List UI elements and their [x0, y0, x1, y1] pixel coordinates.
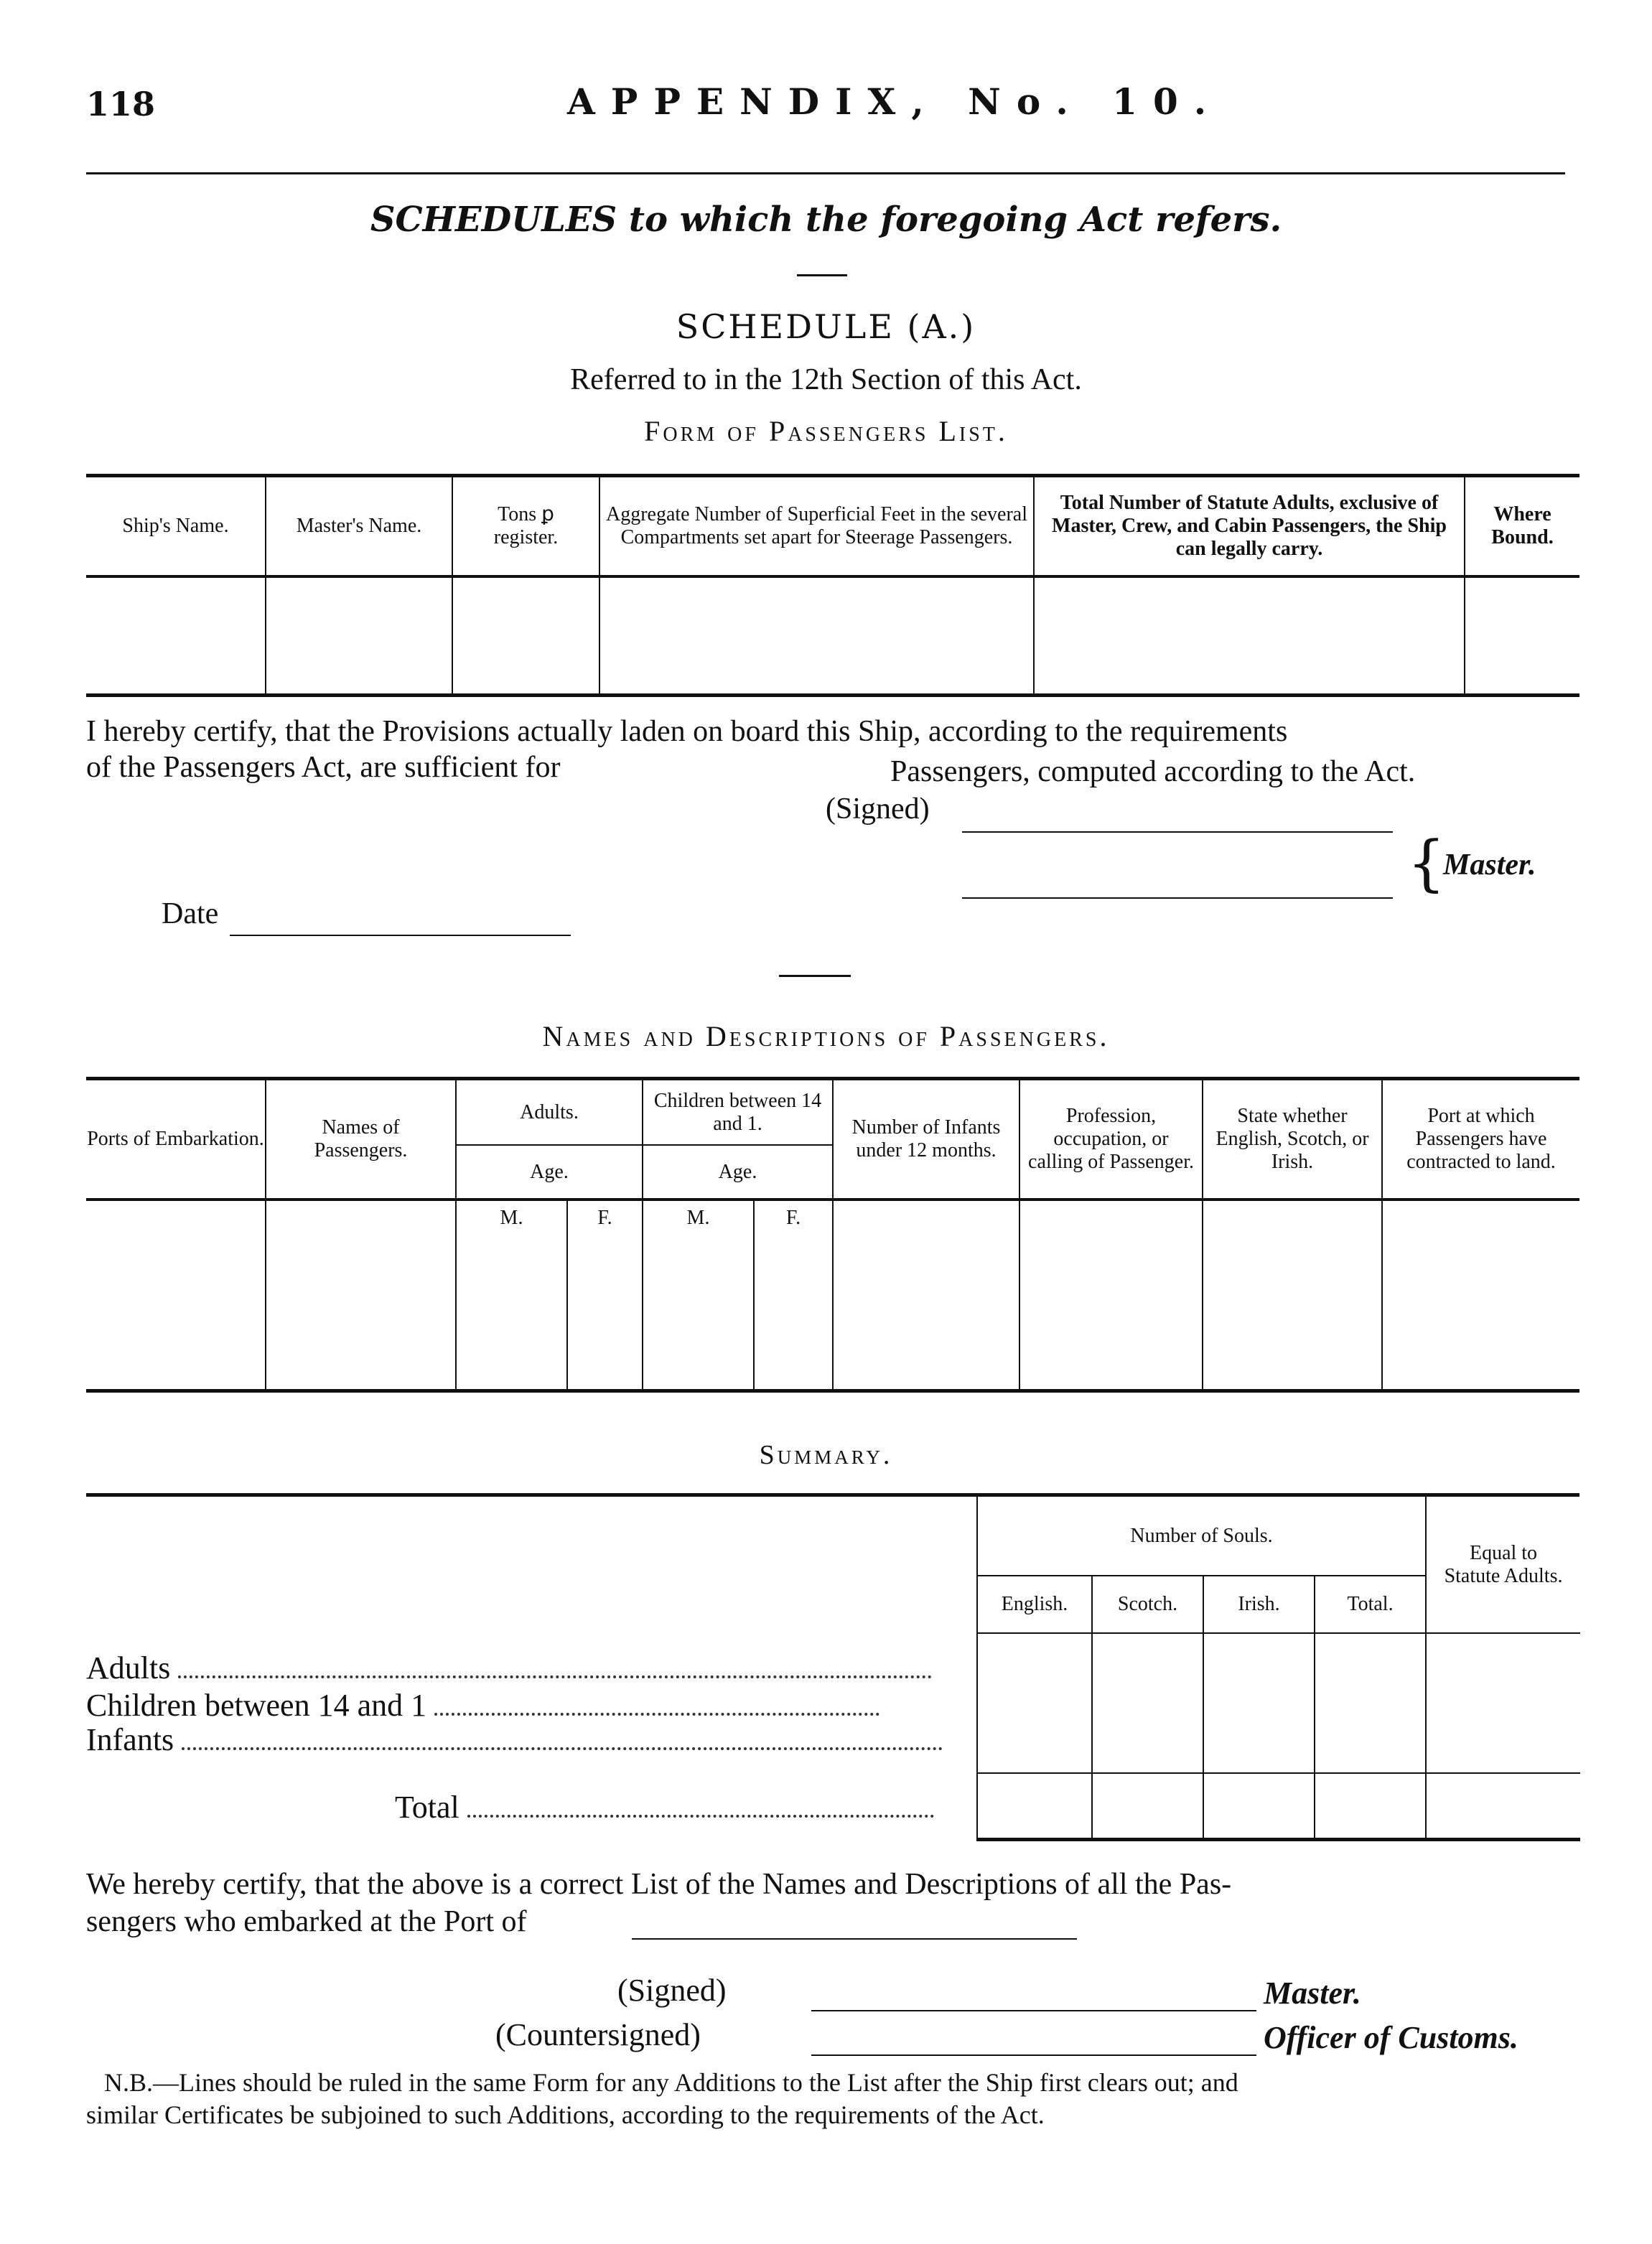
countersigned-label: (Countersigned) — [495, 2017, 701, 2052]
certification-line-2b: Passengers, computed according to the Act. — [890, 755, 1416, 788]
summary-row-infants — [86, 1721, 969, 1758]
col-aggregate-feet: Aggregate Number of Superficial Feet in the several Compartments set apart for Steerage Passengers. — [599, 477, 1034, 576]
schedule-a-subtitle: Referred to in the 12th Section of this Act. — [570, 363, 1082, 396]
final-certification-line-1: We hereby certify, that the above is a correct List of the Names and Descriptions of all the Pas- — [86, 1868, 1232, 1901]
summary-row-label: Children between 14 and 1 — [86, 1688, 427, 1723]
schedules-title: SCHEDULES to which the foregoing Act refers. — [370, 200, 1282, 240]
page-number: 118 — [86, 85, 156, 123]
date-label: Date — [162, 897, 219, 930]
summary-table — [976, 1497, 1580, 1841]
certification-line-1: I hereby certify, that the Provisions actually laden on board this Ship, according to the requirements — [86, 715, 1288, 748]
col-port-land: Port at which Passengers have contracted to land. — [1406, 1105, 1556, 1173]
signature-line-2 — [962, 897, 1393, 899]
children-male-header: M. — [643, 1200, 754, 1390]
officer-signature-line — [811, 2054, 1256, 2056]
col-adults: Adults. — [456, 1080, 643, 1145]
col-where-bound: Where Bound. — [1491, 503, 1554, 548]
schedule-a-title: SCHEDULE (A.) — [676, 307, 976, 346]
certification-line-2a: of the Passengers Act, are sufficient for — [86, 751, 561, 784]
summary-row-total — [395, 1789, 969, 1825]
passengers-list-table — [86, 477, 1579, 697]
col-names-passengers: Names of Passengers. — [266, 1080, 456, 1200]
note-line-2: similar Certificates be subjoined to such Additions, according to the requirements of the Act. — [86, 2100, 1045, 2129]
adults-male-header: M. — [456, 1200, 567, 1390]
short-rule — [797, 274, 847, 276]
note-line-1: N.B.—Lines should be ruled in the same Form for any Additions to the List after the Ship first clears out; and — [104, 2068, 1238, 2097]
col-children: Children between 14 and 1. — [643, 1080, 833, 1145]
date-line — [230, 935, 571, 936]
officer-label: Officer of Customs. — [1264, 2020, 1518, 2055]
names-descriptions-table — [86, 1080, 1579, 1393]
form-title: Form of Passengers List. — [644, 415, 1008, 447]
names-descriptions-title: Names and Descriptions of Passengers. — [542, 1020, 1110, 1052]
short-rule-2 — [779, 975, 851, 977]
col-english: English. — [977, 1576, 1092, 1633]
port-line — [632, 1938, 1077, 1940]
col-masters-name: Master's Name. — [266, 477, 452, 576]
col-profession: Profession, occupation, or calling of Passenger. — [1019, 1080, 1203, 1200]
col-statute-adults: Total Number of Statute Adults, exclusive of Master, Crew, and Cabin Passengers, the Ship can legally carry. — [1034, 477, 1465, 576]
souls-header: Number of Souls. — [977, 1497, 1426, 1576]
equal-header: Equal to Statute Adults. — [1426, 1497, 1580, 1633]
adults-age-header: Age. — [456, 1145, 643, 1200]
summary-title: Summary. — [759, 1440, 893, 1470]
children-age-header: Age. — [643, 1145, 833, 1200]
col-ships-name: Ship's Name. — [86, 477, 266, 576]
passengers-list-empty-row — [86, 576, 1579, 695]
signature-line-1 — [962, 831, 1393, 833]
col-tons-register: Tons ꝑ register. — [452, 477, 599, 576]
summary-row-label: Adults — [86, 1650, 171, 1686]
header-rule — [86, 172, 1565, 174]
col-state-nationality: State whether English, Scotch, or Irish. — [1203, 1080, 1382, 1200]
final-certification-line-2: sengers who embarked at the Port of — [86, 1905, 527, 1938]
running-title: APPENDIX, No. 10. — [567, 80, 1223, 123]
final-master-label: Master. — [1264, 1976, 1361, 2011]
summary-row-adults — [86, 1650, 969, 1686]
summary-data-row — [977, 1633, 1580, 1773]
col-infants: Number of Infants under 12 months. — [833, 1080, 1019, 1200]
col-irish: Irish. — [1203, 1576, 1315, 1633]
col-ports-embarkation: Ports of Embarkation. — [86, 1080, 266, 1200]
final-signed-label: (Signed) — [617, 1973, 727, 2008]
brace: { — [1407, 828, 1446, 898]
summary-total-label: Total — [395, 1790, 459, 1825]
signed-label: (Signed) — [826, 793, 930, 826]
col-total: Total. — [1315, 1576, 1426, 1633]
adults-female-header: F. — [567, 1200, 643, 1390]
summary-total-row — [977, 1773, 1580, 1839]
master-label: Master. — [1443, 848, 1536, 882]
children-female-header: F. — [754, 1200, 833, 1390]
master-signature-line — [811, 2010, 1256, 2011]
col-scotch: Scotch. — [1092, 1576, 1203, 1633]
summary-row-label: Infants — [86, 1722, 174, 1757]
summary-row-children — [86, 1687, 969, 1724]
